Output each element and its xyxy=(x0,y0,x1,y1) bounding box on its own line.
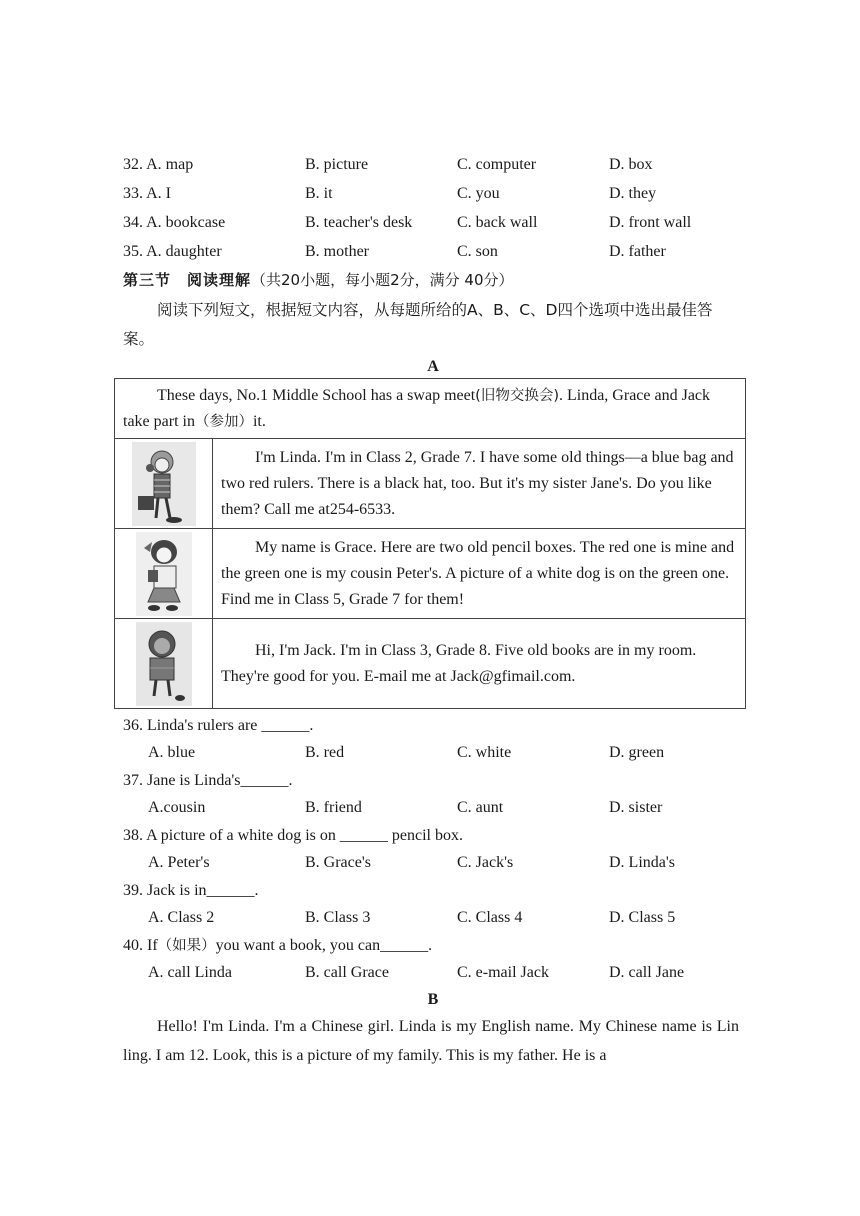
option-b: B. red xyxy=(305,744,345,762)
question-33 xyxy=(123,179,743,208)
option-d: D. front wall xyxy=(609,213,692,231)
question-38-options xyxy=(123,850,743,878)
option-a: A. Class 2 xyxy=(148,909,215,927)
question-35 xyxy=(123,237,743,266)
passage-a-letter: A xyxy=(427,358,439,375)
option-b: B. Grace's xyxy=(305,854,371,872)
jack-drawing xyxy=(136,622,192,706)
option-b: B. call Grace xyxy=(305,964,389,982)
intro-cn-2: （参加） xyxy=(194,414,253,430)
option-d: D. Class 5 xyxy=(609,909,676,927)
option-d: D. father xyxy=(609,242,666,260)
question-36-stem: 36. Linda's rulers are ______. xyxy=(123,717,314,734)
grace-drawing xyxy=(136,532,192,616)
option-b: B. teacher's desk xyxy=(305,213,413,231)
option-c: C. white xyxy=(457,744,512,762)
section-instruction: 阅读下列短文，根据短文内容，从每题所给的A、B、C、D四个选项中选出最佳答案。 xyxy=(123,301,713,348)
jack-picture xyxy=(115,619,213,709)
jack-text: Hi, I'm Jack. I'm in Class 3, Grade 8. Five old books are in my room. They're good for you. E-mail me at Jack@gfimail.com. xyxy=(213,619,746,709)
exam-page xyxy=(123,150,743,380)
question-32 xyxy=(123,150,743,179)
section-heading xyxy=(123,266,743,295)
option-a: A.cousin xyxy=(148,799,206,817)
option-c: C. Class 4 xyxy=(457,909,523,927)
option-a: 32. A. map xyxy=(123,155,194,173)
option-b: B. it xyxy=(305,184,333,202)
option-c: C. aunt xyxy=(457,799,504,817)
option-d: D. green xyxy=(609,744,665,762)
option-a: A. Peter's xyxy=(148,854,210,872)
section-desc: （共20小题，每小题2分，满分 40分） xyxy=(251,271,514,289)
question-39-options xyxy=(123,905,743,933)
option-c: C. Jack's xyxy=(457,854,514,872)
questions-36-40 xyxy=(123,712,743,1012)
option-c: C. you xyxy=(457,184,500,202)
grace-picture xyxy=(115,529,213,619)
option-a: A. blue xyxy=(148,744,196,762)
option-d: D. box xyxy=(609,155,653,173)
question-40-options xyxy=(123,960,743,988)
question-38-stem: 38. A picture of a white dog is on ______ pencil box. xyxy=(123,827,463,844)
option-a: 33. A. I xyxy=(123,184,171,202)
passage-b-letter: B xyxy=(427,991,439,1008)
option-a: 34. A. bookcase xyxy=(123,213,226,231)
intro-text-1: These days, No.1 Middle School has a swap meet xyxy=(157,387,476,404)
option-c: C. e-mail Jack xyxy=(457,964,549,982)
passage-a-table xyxy=(114,378,746,709)
option-d: D. sister xyxy=(609,799,663,817)
question-37-stem: 37. Jane is Linda's______. xyxy=(123,772,293,789)
stem-part-2: you want a book, you can______. xyxy=(215,937,433,954)
option-c: C. son xyxy=(457,242,498,260)
option-b: B. Class 3 xyxy=(305,909,371,927)
grace-text: My name is Grace. Here are two old pencil boxes. The red one is mine and the green one is my cousin Peter's. A picture of a white dog is on the green one. Find me in Class 5, Grade 7 for them! xyxy=(213,529,746,619)
option-c: C. back wall xyxy=(457,213,538,231)
option-a: A. call Linda xyxy=(148,964,232,982)
option-a: 35. A. daughter xyxy=(123,242,222,260)
option-b: B. mother xyxy=(305,242,369,260)
passage-b-text: Hello! I'm Linda. I'm a Chinese girl. Linda is my English name. My Chinese name is Lin ling. I am 12. Look, this is a picture of my family. This is my father. He is a xyxy=(123,1018,739,1064)
question-34 xyxy=(123,208,743,237)
passage-a-intro xyxy=(115,379,746,439)
option-d: D. Linda's xyxy=(609,854,675,872)
option-c: C. computer xyxy=(457,155,537,173)
section-title: 第三节 阅读理解 xyxy=(123,271,252,289)
option-b: B. friend xyxy=(305,799,362,817)
option-b: B. picture xyxy=(305,155,369,173)
intro-text-2: . Linda, Grace and Jack take part in xyxy=(123,387,711,430)
stem-part-1: 40. If xyxy=(123,937,158,954)
linda-picture xyxy=(115,439,213,529)
option-d: D. call Jane xyxy=(609,964,685,982)
intro-cn-1: (旧物交换会) xyxy=(475,388,559,404)
question-40-stem xyxy=(123,932,743,960)
question-36-options xyxy=(123,740,743,768)
intro-text-3: it. xyxy=(252,413,266,430)
stem-cn: （如果） xyxy=(157,938,216,954)
question-37-options xyxy=(123,795,743,823)
linda-text: I'm Linda. I'm in Class 2, Grade 7. I have some old things—a blue bag and two red rulers. There is a black hat, too. But it's my sister Jane's. Do you like them? Call me at254-6533. xyxy=(213,439,746,529)
option-d: D. they xyxy=(609,184,657,202)
linda-drawing xyxy=(132,442,196,526)
question-39-stem: 39. Jack is in______. xyxy=(123,882,259,899)
